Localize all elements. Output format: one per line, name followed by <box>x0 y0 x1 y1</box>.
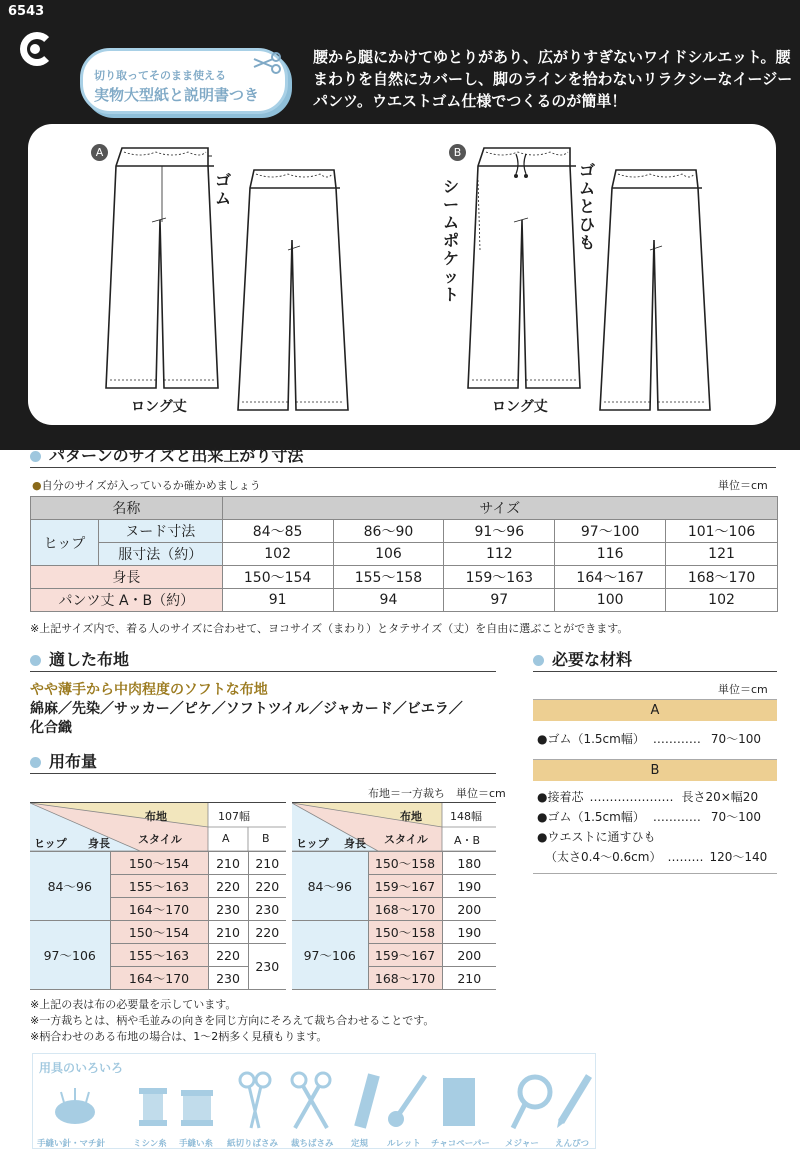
size-cell: 164〜167 <box>555 566 666 589</box>
tool-label: 裁ちばさみ <box>291 1139 334 1149</box>
pin-cushion-icon <box>53 1070 97 1132</box>
yardage-height-cell: 150〜154 <box>110 921 208 944</box>
material-item <box>537 827 773 847</box>
material-name: ●接着芯 <box>537 790 584 804</box>
fabric-scissors-icon <box>289 1070 333 1132</box>
material-item <box>537 807 773 827</box>
yardage-col-a: A <box>222 832 230 845</box>
fabric-section-title <box>30 647 129 670</box>
tag-line-1: 切り取ってそのまま使える <box>94 69 226 82</box>
size-cell: 84〜85 <box>222 520 333 543</box>
size-cell: 86〜90 <box>333 520 444 543</box>
size-cell: 159〜163 <box>444 566 555 589</box>
yardage-cell: 230 <box>248 944 286 990</box>
material-dots: ………… <box>652 732 701 746</box>
yardage-fabric-label: 布地 <box>400 810 422 823</box>
tool-label: ミシン糸 <box>133 1139 167 1149</box>
style-a-badge: A <box>91 144 108 161</box>
materials-box <box>533 699 777 874</box>
materials-title-text: 必要な材料 <box>552 650 633 669</box>
yardage-height-label: 身長 <box>88 837 110 850</box>
yardage-cell: 210 <box>248 852 286 875</box>
size-hip-label: ヒップ <box>31 520 99 566</box>
size-cell: 101〜106 <box>666 520 778 543</box>
size-unit: 単位＝cm <box>718 479 768 492</box>
tool-label: チャコペーパー <box>431 1139 490 1149</box>
size-check-text: 自分のサイズが入っているか確かめましょう <box>41 479 261 492</box>
material-item <box>537 729 773 749</box>
tracing-wheel-icon <box>385 1070 429 1132</box>
size-cell: 97 <box>444 589 555 612</box>
fabric-subtitle: やや薄手から中肉程度のソフトな布地 <box>30 682 268 698</box>
size-height-label: 身長 <box>31 566 223 589</box>
yardage-cell: 200 <box>442 944 496 967</box>
divider <box>30 467 776 468</box>
tools-title: 用具のいろいろ <box>39 1061 124 1075</box>
size-note: ※上記サイズ内で、着る人のサイズに合わせて、ヨコサイズ（まわり）とタテサイズ（丈）を自由に選ぶことができます。 <box>30 622 629 635</box>
yardage-cell: 210 <box>208 921 248 944</box>
material-value: 120〜140 <box>709 850 768 864</box>
material-dots: ………………… <box>589 790 674 804</box>
label-gomu-himo: ゴムとひも <box>578 161 595 252</box>
tag-line-2: 実物大型紙と説明書つき <box>94 86 260 104</box>
yardage-cell: 220 <box>208 875 248 898</box>
yardage-section-title <box>30 749 97 772</box>
label-gomu: ゴム <box>214 171 231 208</box>
yardage-col-ab: A・B <box>454 834 481 847</box>
yardage-height-cell: 164〜170 <box>110 967 208 990</box>
yardage-height-cell: 155〜163 <box>110 944 208 967</box>
size-cell: 102 <box>666 589 778 612</box>
material-value: 70〜100 <box>710 732 762 746</box>
label-long-b: ロング丈 <box>492 399 548 415</box>
yardage-height-cell: 150〜158 <box>368 852 442 875</box>
material-value: 長さ20×幅20 <box>681 790 759 804</box>
size-cell: 91〜96 <box>444 520 555 543</box>
chalk-paper-icon <box>437 1070 481 1132</box>
tool-label: ルレット <box>387 1139 421 1149</box>
bullet-dot <box>533 655 544 666</box>
yardage-cell: 200 <box>442 898 496 921</box>
size-title-text: パターンのサイズと出来上がり寸法 <box>49 446 304 465</box>
size-cell: 94 <box>333 589 444 612</box>
yardage-hip-cell: 84〜96 <box>292 852 368 921</box>
yardage-height-cell: 150〜154 <box>110 852 208 875</box>
size-cell: 150〜154 <box>222 566 333 589</box>
divider <box>533 671 777 672</box>
yardage-hip-label: ヒップ <box>34 837 67 850</box>
yardage-note-2: ※一方裁ちとは、柄や毛並みの向きを同じ方向にそろえて裁ち合わせることです。 <box>30 1014 435 1027</box>
intro-text: 腰から腿にかけてゆとりがあり、広がりすぎないワイドシルエット。腰まわりを自然にカバーし、脚のラインを拾わないリラクシーなイージーパンツ。ウエストゴム仕様でつくるのが簡単！ <box>313 48 793 110</box>
divider <box>30 671 496 672</box>
size-cell: 112 <box>444 543 555 566</box>
material-name: ●ゴム（1.5cm幅） <box>537 810 645 824</box>
yardage-title-text: 用布量 <box>49 752 98 771</box>
tools-box <box>32 1053 596 1149</box>
label-long-a: ロング丈 <box>131 399 187 415</box>
yardage-width-148: 148幅 <box>450 810 482 823</box>
tool-label: メジャー <box>505 1139 539 1149</box>
yardage-cell: 220 <box>248 921 286 944</box>
size-cell: 116 <box>555 543 666 566</box>
yardage-table-107 <box>30 802 286 990</box>
yardage-style-label: スタイル <box>138 833 182 846</box>
pencil-icon <box>551 1070 595 1132</box>
yardage-cell: 220 <box>248 875 286 898</box>
yardage-hip-cell: 84〜96 <box>30 852 110 921</box>
yardage-height-cell: 159〜167 <box>368 944 442 967</box>
yardage-unit: 布地＝一方裁ち 単位＝cm <box>368 787 506 800</box>
size-cell: 97〜100 <box>555 520 666 543</box>
yardage-hip-cell: 97〜106 <box>30 921 110 990</box>
material-item <box>537 787 773 807</box>
size-table <box>30 496 778 612</box>
bullet-dot <box>30 655 41 666</box>
yardage-height-cell: 159〜167 <box>368 875 442 898</box>
tool-label: 手縫い針・マチ針 <box>37 1139 106 1149</box>
fabric-list-1: 綿麻／先染／サッカー／ピケ／ソフトツイル／ジャカード／ビエラ／ <box>30 701 463 717</box>
size-cell: 100 <box>555 589 666 612</box>
yardage-cell: 190 <box>442 921 496 944</box>
tool-label: 手縫い糸 <box>179 1139 214 1149</box>
size-cell: 106 <box>333 543 444 566</box>
yardage-cell: 210 <box>208 852 248 875</box>
size-cell: 91 <box>222 589 333 612</box>
materials-section-title <box>533 647 632 670</box>
brand-logo-dot <box>30 44 40 54</box>
style-b-badge: B <box>449 144 466 161</box>
size-section-title <box>30 443 303 466</box>
size-cell: 168〜170 <box>666 566 778 589</box>
yardage-style-label: スタイル <box>384 833 428 846</box>
yardage-note-1: ※上記の表は布の必要量を示しています。 <box>30 998 237 1011</box>
size-nude-label: ヌード寸法 <box>98 520 222 543</box>
divider <box>30 773 496 774</box>
materials-b-list <box>533 781 777 874</box>
tool-label: えんぴつ <box>555 1139 590 1149</box>
yardage-fabric-label: 布地 <box>145 810 167 823</box>
materials-b-header: B <box>533 759 777 781</box>
fabric-title-text: 適した布地 <box>49 650 130 669</box>
yardage-height-cell: 155〜163 <box>110 875 208 898</box>
yardage-table-148 <box>292 802 496 990</box>
size-check-note: ●自分のサイズが入っているか確かめましょう <box>32 479 261 492</box>
size-header-size: サイズ <box>222 497 777 520</box>
materials-unit: 単位＝cm <box>718 683 768 696</box>
materials-a-header: A <box>533 699 777 721</box>
yardage-height-label: 身長 <box>344 837 366 850</box>
ruler-icon <box>345 1070 389 1132</box>
yardage-cell: 230 <box>248 898 286 921</box>
material-name: （太さ0.4〜0.6cm） <box>545 850 662 864</box>
yardage-cell: 210 <box>442 967 496 990</box>
yardage-col-b: B <box>262 832 270 845</box>
yardage-note-3: ※柄合わせのある布地の場合は、1〜2柄多く見積もります。 <box>30 1030 328 1043</box>
bullet-dot <box>30 757 41 768</box>
material-dots: ……… <box>667 850 704 864</box>
material-name: ●ゴム（1.5cm幅） <box>537 732 645 746</box>
size-header-name: 名称 <box>31 497 223 520</box>
fabric-list-2: 化合織 <box>30 720 72 736</box>
pattern-code: 6543 <box>8 4 45 19</box>
scissors-icon <box>252 52 282 74</box>
yardage-width-107: 107幅 <box>218 810 250 823</box>
yardage-height-cell: 150〜158 <box>368 921 442 944</box>
yardage-cell: 180 <box>442 852 496 875</box>
material-name: ●ウエストに通すひも <box>537 830 656 844</box>
yardage-height-cell: 164〜170 <box>110 898 208 921</box>
material-item <box>537 847 773 867</box>
yardage-cell: 220 <box>208 944 248 967</box>
yardage-table-148-body <box>292 851 496 990</box>
yardage-cell: 190 <box>442 875 496 898</box>
tool-label: 紙切りばさみ <box>227 1139 279 1149</box>
measuring-tape-icon <box>509 1070 553 1132</box>
yardage-height-cell: 168〜170 <box>368 898 442 921</box>
materials-a-list <box>533 721 777 759</box>
yardage-table-107-body <box>30 851 286 990</box>
label-seam-pocket: シームポケット <box>442 177 459 304</box>
bullet-dot <box>30 451 41 462</box>
size-length-label: パンツ丈 A・B（約） <box>31 589 223 612</box>
yardage-hip-label: ヒップ <box>296 837 329 850</box>
yardage-cell: 230 <box>208 898 248 921</box>
tool-label: 定規 <box>351 1139 369 1149</box>
yardage-cell: 230 <box>208 967 248 990</box>
material-dots: ………… <box>652 810 701 824</box>
size-cell: 102 <box>222 543 333 566</box>
yardage-height-cell: 168〜170 <box>368 967 442 990</box>
size-cell: 155〜158 <box>333 566 444 589</box>
paper-scissors-icon <box>233 1070 277 1132</box>
yardage-hip-cell: 97〜106 <box>292 921 368 990</box>
size-cell: 121 <box>666 543 778 566</box>
hand-thread-icon <box>175 1070 219 1132</box>
size-garment-label: 服寸法（約） <box>98 543 222 566</box>
thread-spool-icon <box>131 1070 175 1132</box>
material-value: 70〜100 <box>710 810 762 824</box>
